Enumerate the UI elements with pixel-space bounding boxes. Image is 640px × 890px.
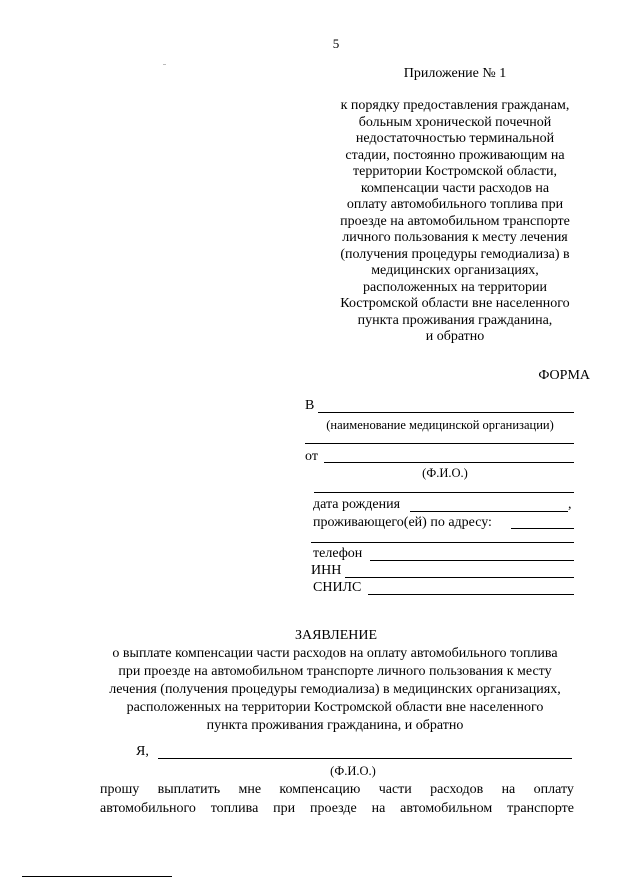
body-word: компенсацию xyxy=(279,782,361,797)
appendix-title: Приложение № 1 xyxy=(403,66,507,81)
body-word: транспорте xyxy=(507,801,574,816)
appendix-line: Костромской области вне населенного xyxy=(340,296,570,311)
from-field-line[interactable] xyxy=(324,462,574,463)
phone-label: телефон xyxy=(313,546,363,561)
body-word: расходов xyxy=(430,782,484,797)
appendix-line: больным хронической почечной xyxy=(358,114,552,130)
body-line-2 xyxy=(100,801,574,817)
to-hint: (наименование медицинской организации) xyxy=(326,418,554,432)
scan-speck xyxy=(163,64,166,65)
body-word: части xyxy=(378,782,412,797)
body-word: выплатить xyxy=(157,782,221,797)
statement-text xyxy=(90,645,580,735)
birth-label: дата рождения xyxy=(313,497,401,512)
appendix-line: личного пользования к месту лечения xyxy=(342,230,568,245)
appendix-line: территории Костромской области, xyxy=(353,164,557,179)
appendix-text xyxy=(310,98,600,346)
body-line-1 xyxy=(100,782,574,798)
statement-line: расположенных на территории Костромской области вне населенного xyxy=(126,700,544,715)
statement-line: при проезде на автомобильном транспорте личного пользования к месту xyxy=(118,664,552,679)
inn-label: ИНН xyxy=(311,563,342,578)
appendix-line: оплату автомобильного топлива при xyxy=(346,197,564,212)
body-word: автомобильного xyxy=(100,801,196,816)
statement-line: пункта проживания гражданина, и обратно xyxy=(206,718,464,733)
statement-line: о выплате компенсации части расходов на оплату автомобильного топлива xyxy=(112,646,558,661)
form-label: ФОРМА xyxy=(538,368,590,383)
applicant-hint: (Ф.И.О.) xyxy=(330,764,376,778)
footnote-separator xyxy=(22,876,172,877)
body-word: при xyxy=(273,801,296,816)
body-word: оплату xyxy=(533,782,574,797)
inn-field-line[interactable] xyxy=(345,577,574,578)
appendix-line: компенсации части расходов на xyxy=(360,180,550,196)
from-field-line-2[interactable] xyxy=(314,492,574,493)
body-word: прошу xyxy=(100,782,140,797)
from-label: от xyxy=(305,449,318,464)
snils-field-line[interactable] xyxy=(368,594,574,595)
address-label: проживающего(ей) по адресу: xyxy=(313,515,492,530)
appendix-line: расположенных на территории xyxy=(363,279,547,295)
appendix-line: недостаточностью терминальной xyxy=(355,131,555,146)
applicant-label: Я, xyxy=(136,744,149,759)
statement-line: лечения (получения процедуры гемодиализа) в медицинских организациях, xyxy=(109,682,561,697)
applicant-field-line[interactable] xyxy=(158,758,572,759)
appendix-line: проезде на автомобильном транспорте xyxy=(340,213,570,229)
body-word: на xyxy=(501,782,516,797)
appendix-line: медицинских организациях, xyxy=(371,263,539,278)
statement-title: ЗАЯВЛЕНИЕ xyxy=(294,628,378,643)
appendix-line: стадии, постоянно проживающим на xyxy=(345,147,565,163)
address-field-line-2[interactable] xyxy=(311,542,574,543)
appendix-line: пункта проживания гражданина, xyxy=(357,312,553,328)
body-word: на xyxy=(371,801,386,816)
phone-field-line[interactable] xyxy=(370,560,574,561)
birth-comma: , xyxy=(568,497,572,512)
to-label: В xyxy=(305,398,315,413)
to-field-line-2[interactable] xyxy=(305,443,574,444)
birth-field-line[interactable] xyxy=(410,511,568,512)
from-hint: (Ф.И.О.) xyxy=(422,466,468,480)
body-word: топлива xyxy=(210,801,259,816)
snils-label: СНИЛС xyxy=(313,580,362,595)
appendix-line: и обратно xyxy=(425,329,485,344)
appendix-line: к порядку предоставления гражданам, xyxy=(340,98,570,113)
address-field-line[interactable] xyxy=(511,528,574,529)
appendix-line: (получения процедуры гемодиализа) в xyxy=(340,246,570,262)
body-word: проезде xyxy=(310,801,357,816)
body-word: автомобильном xyxy=(400,801,493,816)
page-number: 5 xyxy=(332,36,340,51)
to-field-line[interactable] xyxy=(318,412,574,413)
body-word: мне xyxy=(238,782,262,797)
